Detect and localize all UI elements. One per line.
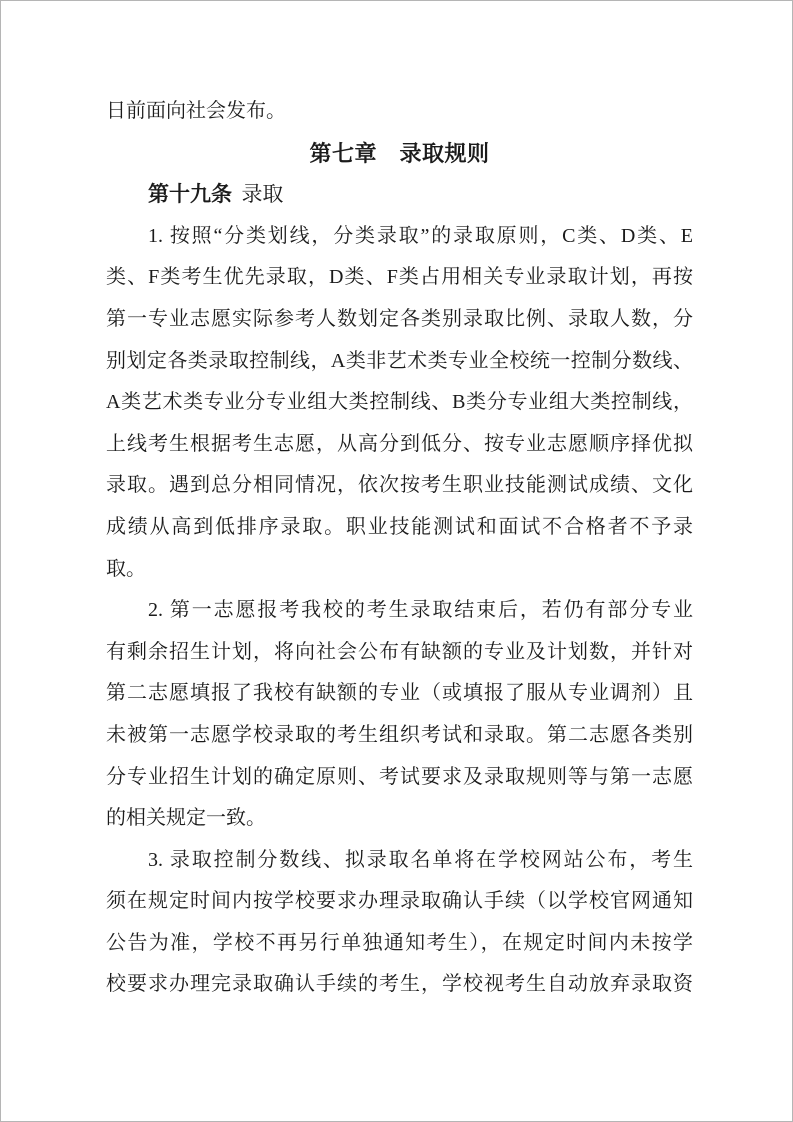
body-text-line: 别划定各类录取控制线，A类非艺术类专业全校统一控制分数线、 — [106, 349, 693, 372]
body-text-line: 录取。遇到总分相同情况，依次按考生职业技能测试成绩、文化 — [106, 474, 693, 497]
body-text-line: 成绩从高到低排序录取。职业技能测试和面试不合格者不予录 — [106, 515, 693, 538]
body-text-line: 3. 录取控制分数线、拟录取名单将在学校网站公布，考生 — [148, 848, 693, 871]
paragraph-3 — [106, 840, 693, 1006]
body-text-line: A类艺术类专业分专业组大类控制线、B类分专业组大类控制线， — [106, 391, 693, 414]
body-text-line: 第二志愿填报了我校有缺额的专业（或填报了服从专业调剂）且 — [106, 682, 693, 705]
paragraph-2 — [106, 590, 693, 840]
body-text-line: 未被第一志愿学校录取的考生组织考试和录取。第二志愿各类别 — [106, 723, 693, 746]
body-text-line: 1. 按照“分类划线，分类录取”的录取原则，C类、D类、E — [148, 224, 693, 247]
body-text-line: 校要求办理完录取确认手续的考生，学校视考生自动放弃录取资 — [106, 973, 693, 996]
article-title: 录取 — [241, 182, 284, 207]
body-text-line: 上线考生根据考生志愿，从高分到低分、按专业志愿顺序择优拟 — [106, 432, 693, 455]
body-text-line: 的相关规定一致。 — [106, 807, 266, 830]
body-text-line: 公告为准，学校不再另行单独通知考生），在规定时间内未按学 — [106, 931, 693, 954]
article-heading — [106, 174, 693, 216]
page-content — [106, 91, 693, 1006]
body-text-line: 类、F类考生优先录取，D类、F类占用相关专业录取计划，再按 — [106, 266, 693, 289]
body-text-line: 2. 第一志愿报考我校的考生录取结束后，若仍有部分专业 — [148, 599, 693, 622]
chapter-heading: 第七章 录取规则 — [309, 140, 490, 166]
body-text-line: 有剩余招生计划，将向社会公布有缺额的专业及计划数，并针对 — [106, 640, 693, 663]
body-text-line: 分专业招生计划的确定原则、考试要求及录取规则等与第一志愿 — [106, 765, 693, 788]
body-text-line: 须在规定时间内按学校要求办理录取确认手续（以学校官网通知 — [106, 890, 693, 913]
intro-continuation-line: 日前面向社会发布。 — [106, 100, 286, 122]
body-text-line: 第一专业志愿实际参考人数划定各类别录取比例、录取人数，分 — [106, 307, 693, 330]
article-number: 第十九条 — [148, 183, 232, 207]
paragraph-1 — [106, 216, 693, 590]
body-text-line: 取。 — [106, 557, 146, 580]
